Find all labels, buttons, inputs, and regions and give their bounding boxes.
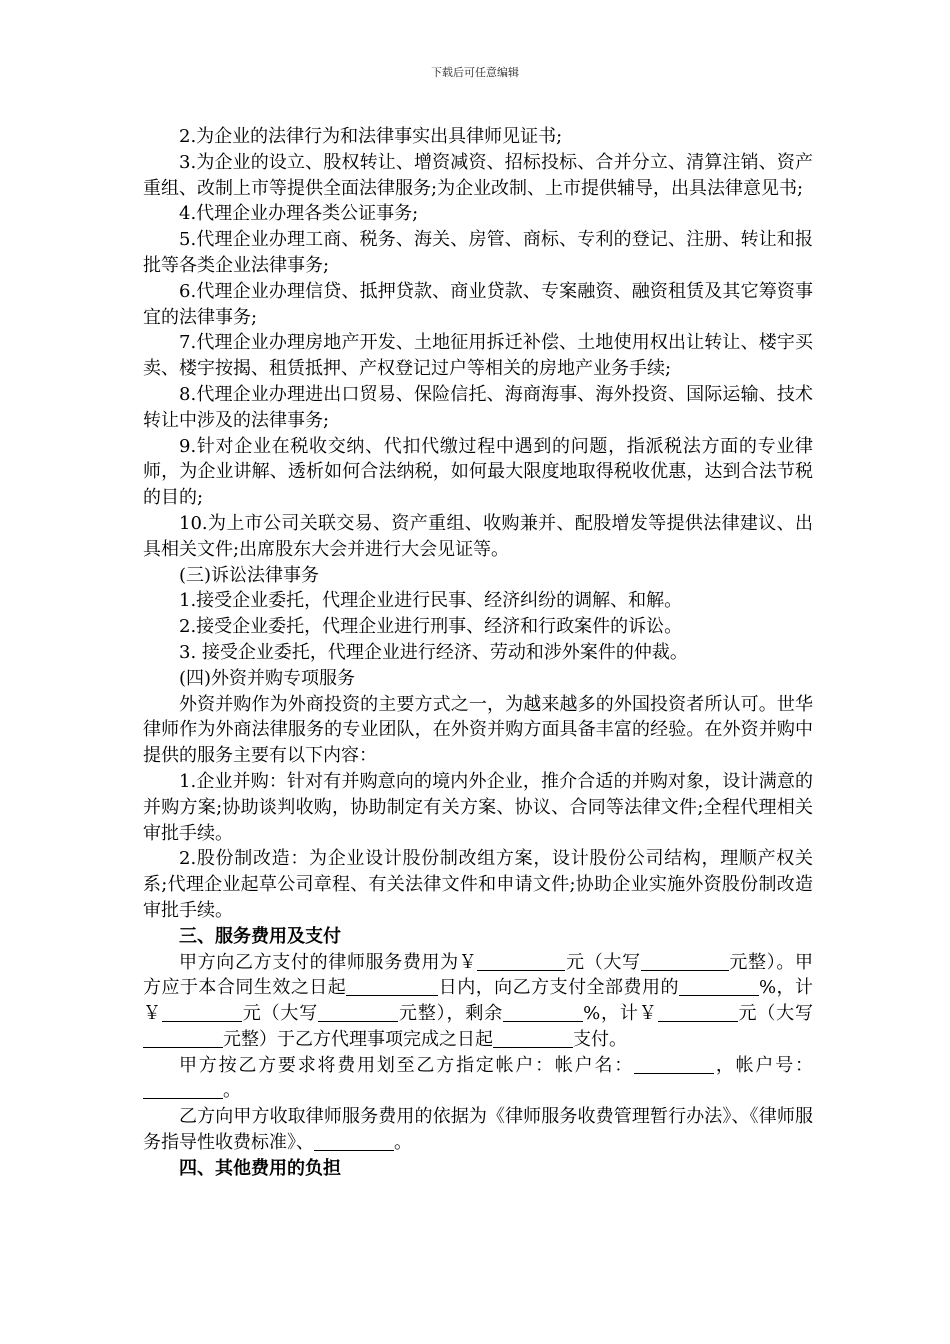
fee-text-e: %，计￥ bbox=[143, 977, 814, 1025]
fee-basis-text-b: 。 bbox=[394, 1132, 412, 1154]
account-text-a: 甲方按乙方要求将费用划至乙方指定帐户：帐户名： bbox=[179, 1054, 635, 1076]
account-name-blank bbox=[634, 1055, 714, 1074]
fee-amount-blank bbox=[477, 952, 565, 971]
paragraph-item-5: 5.代理企业办理工商、税务、海关、房管、商标、专利的登记、注册、转让和报批等各类企业法律事务; bbox=[143, 229, 813, 276]
fee-first-amount-blank bbox=[162, 1003, 242, 1022]
fee-remaining-percent-blank bbox=[503, 1003, 583, 1022]
document-body bbox=[143, 124, 813, 1182]
fee-text-a: 甲方向乙方支付的律师服务费用为￥ bbox=[179, 951, 478, 973]
section-heading-other-costs: 四、其他费用的负担 bbox=[179, 1157, 341, 1179]
fee-text-k: 支付。 bbox=[573, 1028, 627, 1050]
litigation-item-3: 3. 接受企业委托，代理企业进行经济、劳动和涉外案件的仲裁。 bbox=[179, 641, 688, 663]
paragraph-item-6: 6.代理企业办理信贷、抵押贷款、商业贷款、专案融资、融资租赁及其它筹资事宜的法律事务; bbox=[143, 280, 813, 328]
fee-text-j: 元整）于乙方代理事项完成之日起 bbox=[223, 1028, 493, 1050]
fee-remaining-words-blank bbox=[143, 1029, 223, 1048]
paragraph-item-3: 3.为企业的设立、股权转让、增资减资、招标投标、合并分立、清算注销、资产重组、改制上市等提供全面法律服务;为企业改制、上市提供辅导，出具法律意见书; bbox=[143, 151, 813, 199]
account-text-b: ，帐户号： bbox=[714, 1054, 814, 1076]
paragraph-item-9: 9.针对企业在税收交纳、代扣代缴过程中遇到的问题，指派税法方面的专业律师，为企业讲解、透析如何合法纳税，如何最大限度地取得税收优惠，达到合法节税的目的; bbox=[143, 435, 813, 509]
foreign-merger-item-2: 2.股份制改造：为企业设计股份制改组方案，设计股份公司结构，理顺产权关系;代理企业起草公司章程、有关法律文件和申请文件;协助企业实施外资股份制改造审批手续。 bbox=[143, 848, 813, 921]
fee-text-i: 元（大写 bbox=[737, 1003, 814, 1025]
subsection-heading-litigation: (三)诉讼法律事务 bbox=[179, 564, 320, 586]
paragraph-item-4: 4.代理企业办理各类公证事务; bbox=[179, 203, 419, 225]
fee-text-h: %，计￥ bbox=[583, 1003, 658, 1025]
account-paragraph bbox=[143, 1053, 813, 1105]
litigation-item-1: 1.接受企业委托，代理企业进行民事、经济纠纷的调解、和解。 bbox=[179, 590, 683, 612]
fee-paragraph bbox=[143, 950, 813, 1053]
foreign-merger-intro: 外资并购作为外商投资的主要方式之一，为越来越多的外国投资者所认可。世华律师作为外商法律服务的专业团队，在外资并购方面具备丰富的经验。在外资并购中提供的服务主要有以下内容： bbox=[143, 693, 813, 767]
litigation-item-2: 2.接受企业委托，代理企业进行刑事、经济和行政案件的诉讼。 bbox=[179, 616, 683, 638]
fee-basis-blank bbox=[314, 1132, 394, 1151]
paragraph-item-2: 2.为企业的法律行为和法律事实出具律师见证书; bbox=[179, 126, 563, 147]
fee-text-d: 日内，向乙方支付全部费用的 bbox=[438, 977, 679, 999]
section-heading-fees: 三、服务费用及支付 bbox=[179, 925, 341, 947]
fee-text-f: 元（大写 bbox=[241, 1003, 319, 1025]
page-header-note: 下载后可任意编辑 bbox=[431, 66, 519, 79]
account-number-blank bbox=[143, 1080, 223, 1099]
fee-text-c: 元整）。甲方应于本合同生效之日起 bbox=[143, 951, 814, 999]
fee-remaining-amount-blank bbox=[658, 1003, 738, 1022]
subsection-heading-foreign-merger: (四)外资并购专项服务 bbox=[179, 667, 356, 689]
fee-text-g: 元整），剩余 bbox=[398, 1003, 504, 1025]
foreign-merger-item-1: 1.企业并购：针对有并购意向的境内外企业，推介合适的并购对象，设计满意的并购方案;协助谈判收购，协助制定有关方案、协议、合同等法律文件;全程代理相关审批手续。 bbox=[143, 770, 813, 844]
paragraph-item-7: 7.代理企业办理房地产开发、土地征用拆迁补偿、土地使用权出让转让、楼宇买卖、楼宇按揭、租赁抵押、产权登记过户等相关的房地产业务手续; bbox=[143, 332, 813, 380]
fee-completion-days-blank bbox=[493, 1029, 573, 1048]
fee-first-words-blank bbox=[318, 1003, 398, 1022]
fee-basis-text-a: 乙方向甲方收取律师服务费用的依据为《律师服务收费管理暂行办法》、《律师服务指导性收费标准》、 bbox=[143, 1106, 813, 1154]
fee-text-b: 元（大写 bbox=[565, 951, 641, 973]
paragraph-item-8: 8.代理企业办理进出口贸易、保险信托、海商海事、海外投资、国际运输、技术转让中涉及的法律事务; bbox=[143, 383, 813, 431]
fee-percent-blank bbox=[679, 977, 759, 996]
fee-days-blank bbox=[346, 977, 438, 996]
paragraph-item-10: 10.为上市公司关联交易、资产重组、收购兼并、配股增发等提供法律建议、出具相关文件;出席股东大会并进行大会见证等。 bbox=[143, 512, 813, 560]
fee-amount-words-blank bbox=[641, 952, 729, 971]
account-text-c: 。 bbox=[223, 1080, 241, 1102]
fee-basis-paragraph bbox=[143, 1104, 813, 1156]
